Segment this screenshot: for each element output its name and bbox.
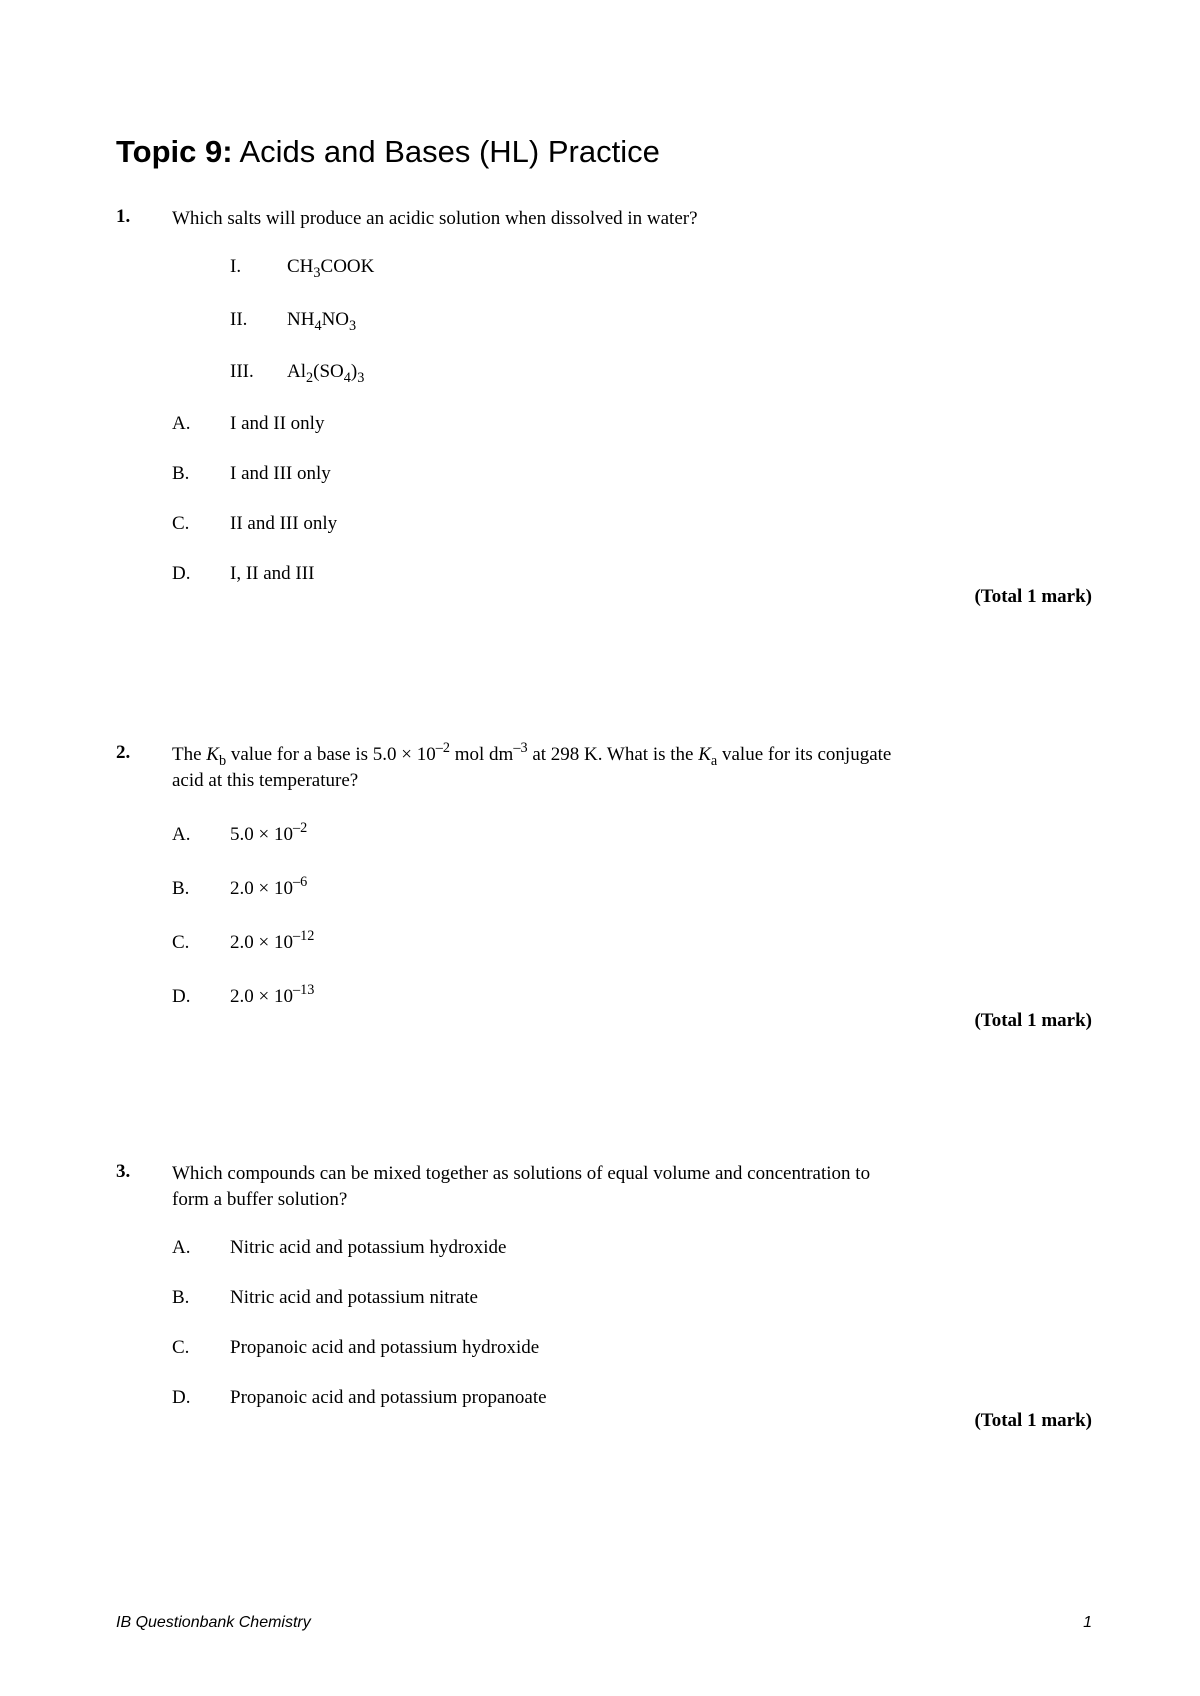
text-run: –3: [513, 740, 528, 757]
q3-option-text: Nitric acid and potassium hydroxide: [230, 1237, 507, 1258]
footer-page-number: 1: [1083, 1614, 1092, 1631]
text-run: 4: [343, 369, 351, 386]
q2-option-letter: C.: [172, 932, 190, 953]
text-run: Al: [287, 361, 306, 382]
q1-item-label: III.: [230, 361, 254, 382]
q2-option-letter: B.: [172, 878, 190, 899]
q3-option-text: Propanoic acid and potassium hydroxide: [230, 1337, 540, 1358]
question-1-text: Which salts will produce an acidic solution when dissolved in water?: [172, 208, 698, 229]
q2-option-exponent: –6: [292, 874, 308, 891]
text-run: 3: [313, 264, 321, 281]
text-run: 2: [306, 369, 314, 386]
text-run: K: [698, 744, 711, 765]
q1-item-formula: [287, 361, 365, 386]
q2-option-letter: A.: [172, 824, 191, 845]
text-run: ): [350, 361, 358, 382]
text-run: a: [710, 752, 718, 769]
page-title: [116, 136, 660, 167]
footer-source: IB Questionbank Chemistry: [116, 1614, 311, 1631]
text-run: at 298 K. What is the: [527, 744, 699, 765]
q1-item-formula: [287, 256, 375, 281]
q2-option-mantissa: 5.0 × 10: [230, 824, 293, 845]
text-run: 3: [349, 317, 357, 334]
question-2-text-line1: [172, 742, 1042, 768]
text-run: b: [218, 752, 227, 769]
q2-option-value: [230, 874, 308, 900]
q3-option-letter: B.: [172, 1287, 190, 1308]
question-3-text-line2: form a buffer solution?: [172, 1189, 348, 1210]
question-3-text-line1: Which compounds can be mixed together as solutions of equal volume and concentration to: [172, 1163, 871, 1184]
q2-option-exponent: –12: [292, 928, 315, 945]
page-title-rest: Acids and Bases (HL) Practice: [232, 134, 660, 169]
q3-total-mark: (Total 1 mark): [974, 1410, 1092, 1431]
q1-option-letter: B.: [172, 463, 190, 484]
q3-option-letter: C.: [172, 1337, 190, 1358]
q1-option-text: II and III only: [230, 513, 338, 534]
q2-option-value: [230, 928, 315, 954]
text-run: value for its conjugate: [717, 744, 892, 765]
text-run: CH: [287, 256, 314, 277]
q1-option-text: I and II only: [230, 413, 325, 434]
q1-item-label: II.: [230, 309, 248, 330]
text-run: 4: [314, 317, 322, 334]
text-run: COOK: [320, 256, 375, 277]
text-run: K: [206, 744, 219, 765]
q3-option-text: Nitric acid and potassium nitrate: [230, 1287, 478, 1308]
q2-option-letter: D.: [172, 986, 191, 1007]
text-run: (SO: [313, 361, 344, 382]
text-run: NH: [287, 309, 315, 330]
q3-option-text: Propanoic acid and potassium propanoate: [230, 1387, 547, 1408]
text-run: 3: [357, 369, 365, 386]
q1-item-formula: [287, 309, 357, 334]
question-1-number: 1.: [116, 206, 131, 227]
text-run: The: [172, 744, 207, 765]
q1-total-mark: (Total 1 mark): [974, 586, 1092, 607]
text-run: NO: [321, 309, 350, 330]
q2-option-mantissa: 2.0 × 10: [230, 932, 293, 953]
q2-option-mantissa: 2.0 × 10: [230, 986, 293, 1007]
q2-option-mantissa: 2.0 × 10: [230, 878, 293, 899]
q1-option-letter: A.: [172, 413, 191, 434]
q2-total-mark: (Total 1 mark): [974, 1010, 1092, 1031]
q1-option-text: I and III only: [230, 463, 331, 484]
q2-option-exponent: –2: [292, 820, 308, 837]
q2-option-exponent: –13: [292, 982, 315, 999]
q1-option-text: I, II and III: [230, 563, 315, 584]
question-3-number: 3.: [116, 1161, 131, 1182]
q2-option-value: [230, 820, 308, 846]
q3-option-letter: A.: [172, 1237, 191, 1258]
question-2-text-line2: acid at this temperature?: [172, 770, 359, 791]
question-2-number: 2.: [116, 742, 131, 763]
text-run: –2: [435, 740, 450, 757]
q1-item-label: I.: [230, 256, 242, 277]
text-run: mol dm: [450, 744, 514, 765]
page-title-bold: Topic 9:: [116, 134, 233, 169]
q1-option-letter: D.: [172, 563, 191, 584]
q1-option-letter: C.: [172, 513, 190, 534]
q3-option-letter: D.: [172, 1387, 191, 1408]
q2-option-value: [230, 982, 315, 1008]
text-run: value for a base is 5.0 × 10: [226, 744, 436, 765]
